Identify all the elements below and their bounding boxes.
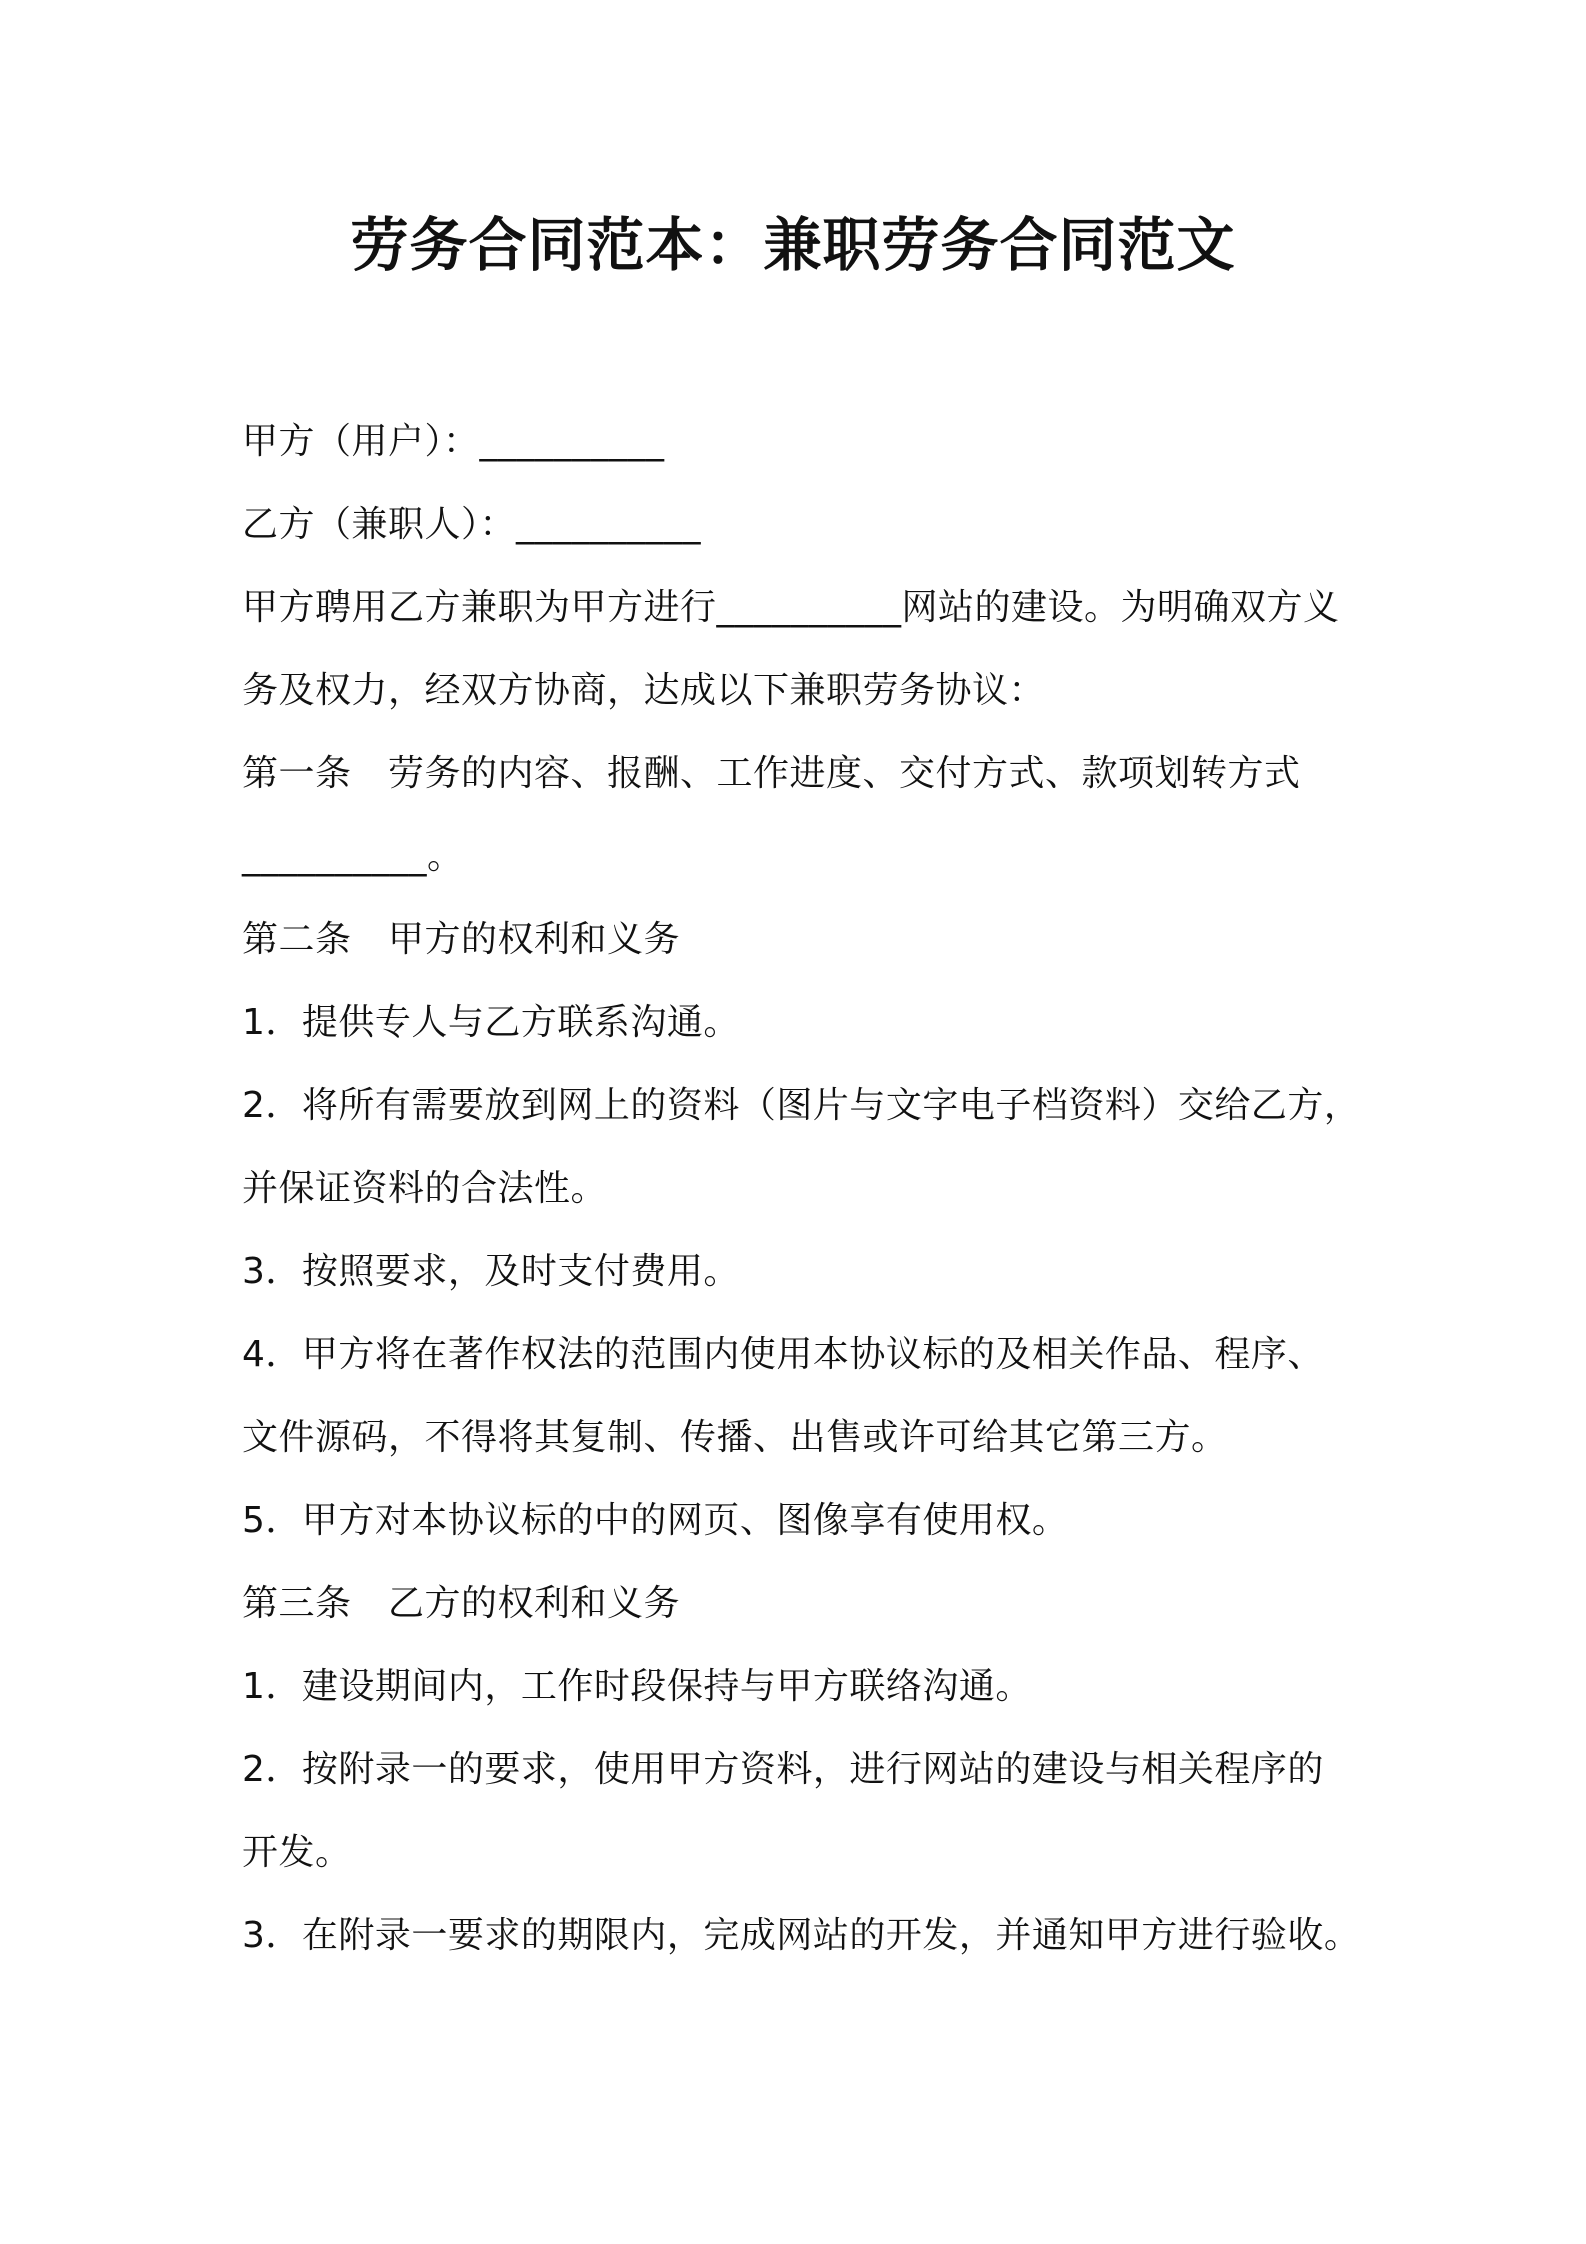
article-3-item-2-cont: 开发。	[242, 1832, 352, 1873]
article-2-item-3: 3．按照要求，及时支付费用。	[242, 1251, 740, 1292]
article-2-item-1: 1．提供专人与乙方联系沟通。	[242, 1002, 740, 1043]
party-b-line: 乙方（兼职人）：__________	[242, 504, 702, 545]
article-2-item-5: 5．甲方对本协议标的中的网页、图像享有使用权。	[242, 1500, 1069, 1541]
article-3-item-3: 3．在附录一要求的期限内，完成网站的开发，并通知甲方进行验收。	[242, 1915, 1361, 1956]
article-3-item-2: 2．按附录一的要求，使用甲方资料，进行网站的建设与相关程序的	[242, 1749, 1324, 1790]
document-body	[242, 400, 1372, 1977]
article-2-heading: 第二条 甲方的权利和义务	[242, 919, 681, 960]
article-2-item-2-cont: 并保证资料的合法性。	[242, 1168, 608, 1209]
article-1-heading: 第一条 劳务的内容、报酬、工作进度、交付方式、款项划转方式	[242, 753, 1301, 794]
article-2-item-4-cont: 文件源码，不得将其复制、传播、出售或许可给其它第三方。	[242, 1417, 1228, 1458]
document-title: 劳务合同范本：兼职劳务合同范文	[350, 211, 1236, 279]
intro-line-1: 甲方聘用乙方兼职为甲方进行__________网站的建设。为明确双方义	[242, 587, 1340, 628]
article-1-blank: __________。	[242, 836, 464, 877]
party-a-line: 甲方（用户）：__________	[242, 421, 665, 462]
article-3-heading: 第三条 乙方的权利和义务	[242, 1583, 681, 1624]
article-3-item-1: 1．建设期间内，工作时段保持与甲方联络沟通。	[242, 1666, 1032, 1707]
article-2-item-4: 4．甲方将在著作权法的范围内使用本协议标的及相关作品、程序、	[242, 1334, 1324, 1375]
intro-line-2: 务及权力，经双方协商，达成以下兼职劳务协议：	[242, 670, 1046, 711]
article-2-item-2: 2．将所有需要放到网上的资料（图片与文字电子档资料）交给乙方，	[242, 1085, 1361, 1126]
